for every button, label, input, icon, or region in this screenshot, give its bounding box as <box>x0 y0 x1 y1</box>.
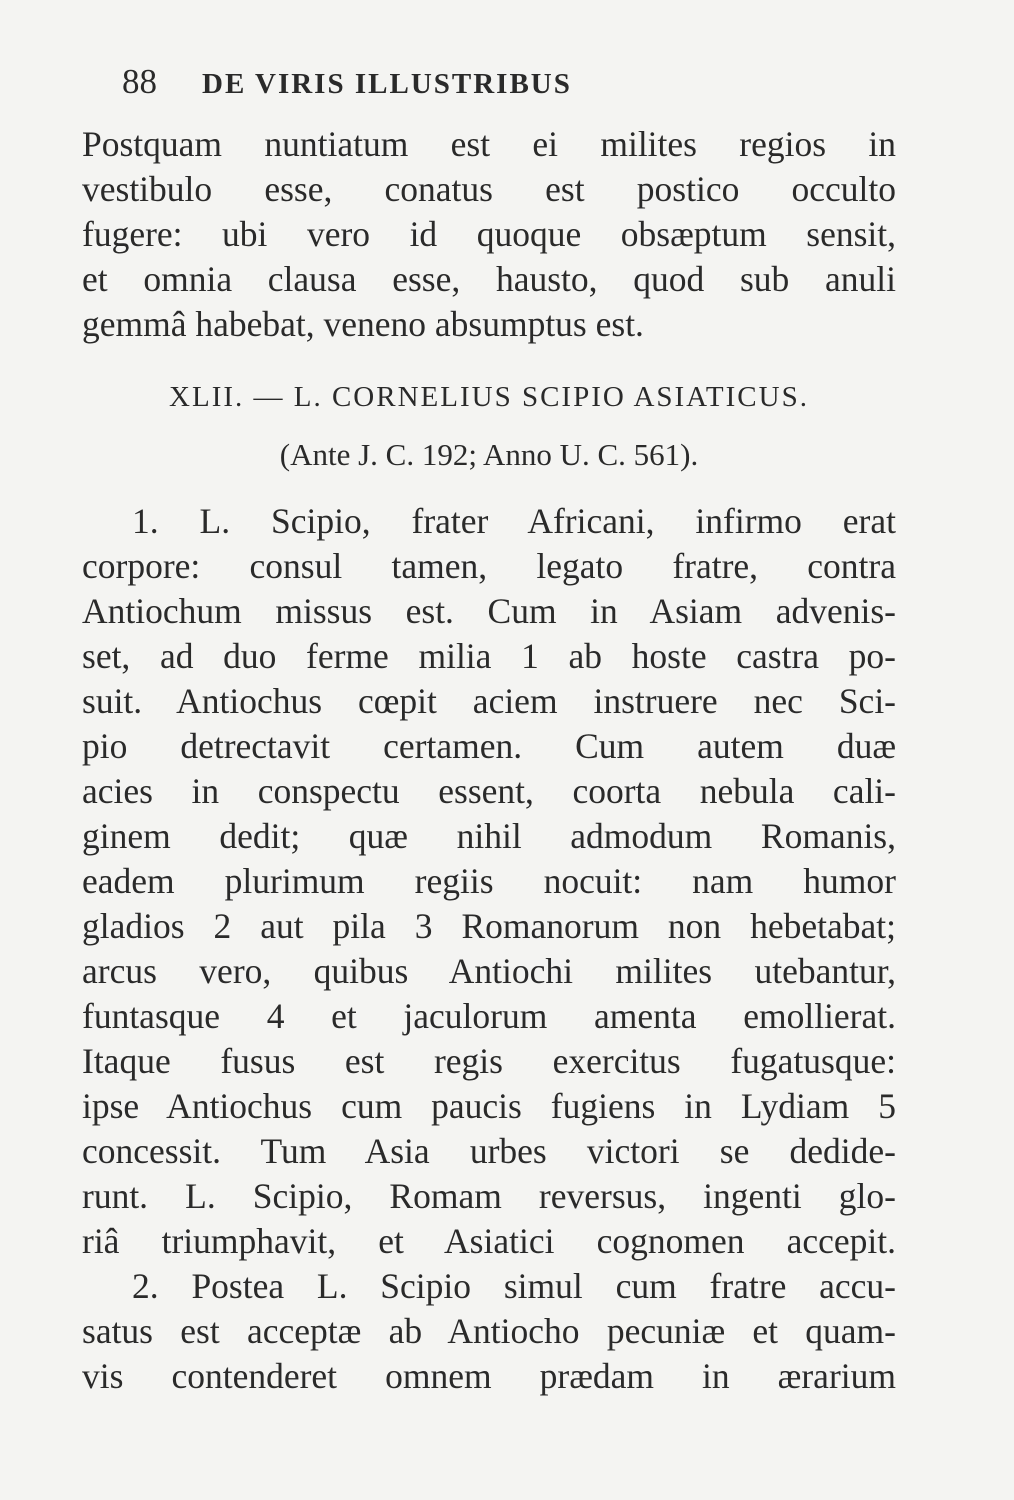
text-line: gladios 2 aut pila 3 Romanorum non hebetabat; <box>82 906 896 946</box>
text-line: runt. L. Scipio, Romam reversus, ingenti glo- <box>82 1176 896 1216</box>
text-line: Postquam nuntiatum est ei milites regios in <box>82 124 896 164</box>
text-line: vis contenderet omnem prædam in ærarium <box>82 1356 896 1396</box>
text-line: 1. L. Scipio, frater Africani, infirmo erat <box>132 501 896 541</box>
text-line: corpore: consul tamen, legato fratre, contra <box>82 546 896 586</box>
page-number: 88 <box>122 62 157 101</box>
text-line: gemmâ habebat, veneno absumptus est. <box>82 304 644 344</box>
page-header <box>82 62 896 106</box>
section-2-paragraph <box>82 1264 896 1399</box>
text-line: ginem dedit; quæ nihil admodum Romanis, <box>82 816 896 856</box>
text-line: arcus vero, quibus Antiochi milites utebantur, <box>82 951 896 991</box>
text-line: concessit. Tum Asia urbes victori se dedide- <box>82 1131 896 1171</box>
text-line: satus est acceptæ ab Antiocho pecuniæ et quam- <box>82 1311 896 1351</box>
text-line: acies in conspectu essent, coorta nebula cali- <box>82 771 896 811</box>
text-line: set, ad duo ferme milia 1 ab hoste castra po- <box>82 636 896 676</box>
text-line: Antiochum missus est. Cum in Asiam advenis- <box>82 591 896 631</box>
text-line: et omnia clausa esse, hausto, quod sub anuli <box>82 259 896 299</box>
text-line: eadem plurimum regiis nocuit: nam humor <box>82 861 896 901</box>
chapter-date: (Ante J. C. 192; Anno U. C. 561). <box>279 437 699 472</box>
chapter-heading: XLII. — L. CORNELIUS SCIPIO ASIATICUS. <box>169 381 809 413</box>
text-line: riâ triumphavit, et Asiatici cognomen accepit. <box>82 1221 896 1261</box>
text-line: suit. Antiochus cœpit aciem instruere nec Sci- <box>82 681 896 721</box>
intro-paragraph <box>82 122 896 347</box>
text-line: funtasque 4 et jaculorum amenta emollierat. <box>82 996 896 1036</box>
text-line: pio detrectavit certamen. Cum autem duæ <box>82 726 896 766</box>
text-line: fugere: ubi vero id quoque obsæptum sensit, <box>82 214 896 254</box>
running-title: DE VIRIS ILLUSTRIBUS <box>202 68 572 100</box>
text-line: 2. Postea L. Scipio simul cum fratre accu- <box>132 1266 896 1306</box>
text-line: ipse Antiochus cum paucis fugiens in Lydiam 5 <box>82 1086 896 1126</box>
text-line: vestibulo esse, conatus est postico occulto <box>82 169 896 209</box>
section-1-paragraph <box>82 499 896 1264</box>
text-line: Itaque fusus est regis exercitus fugatusque: <box>82 1041 896 1081</box>
